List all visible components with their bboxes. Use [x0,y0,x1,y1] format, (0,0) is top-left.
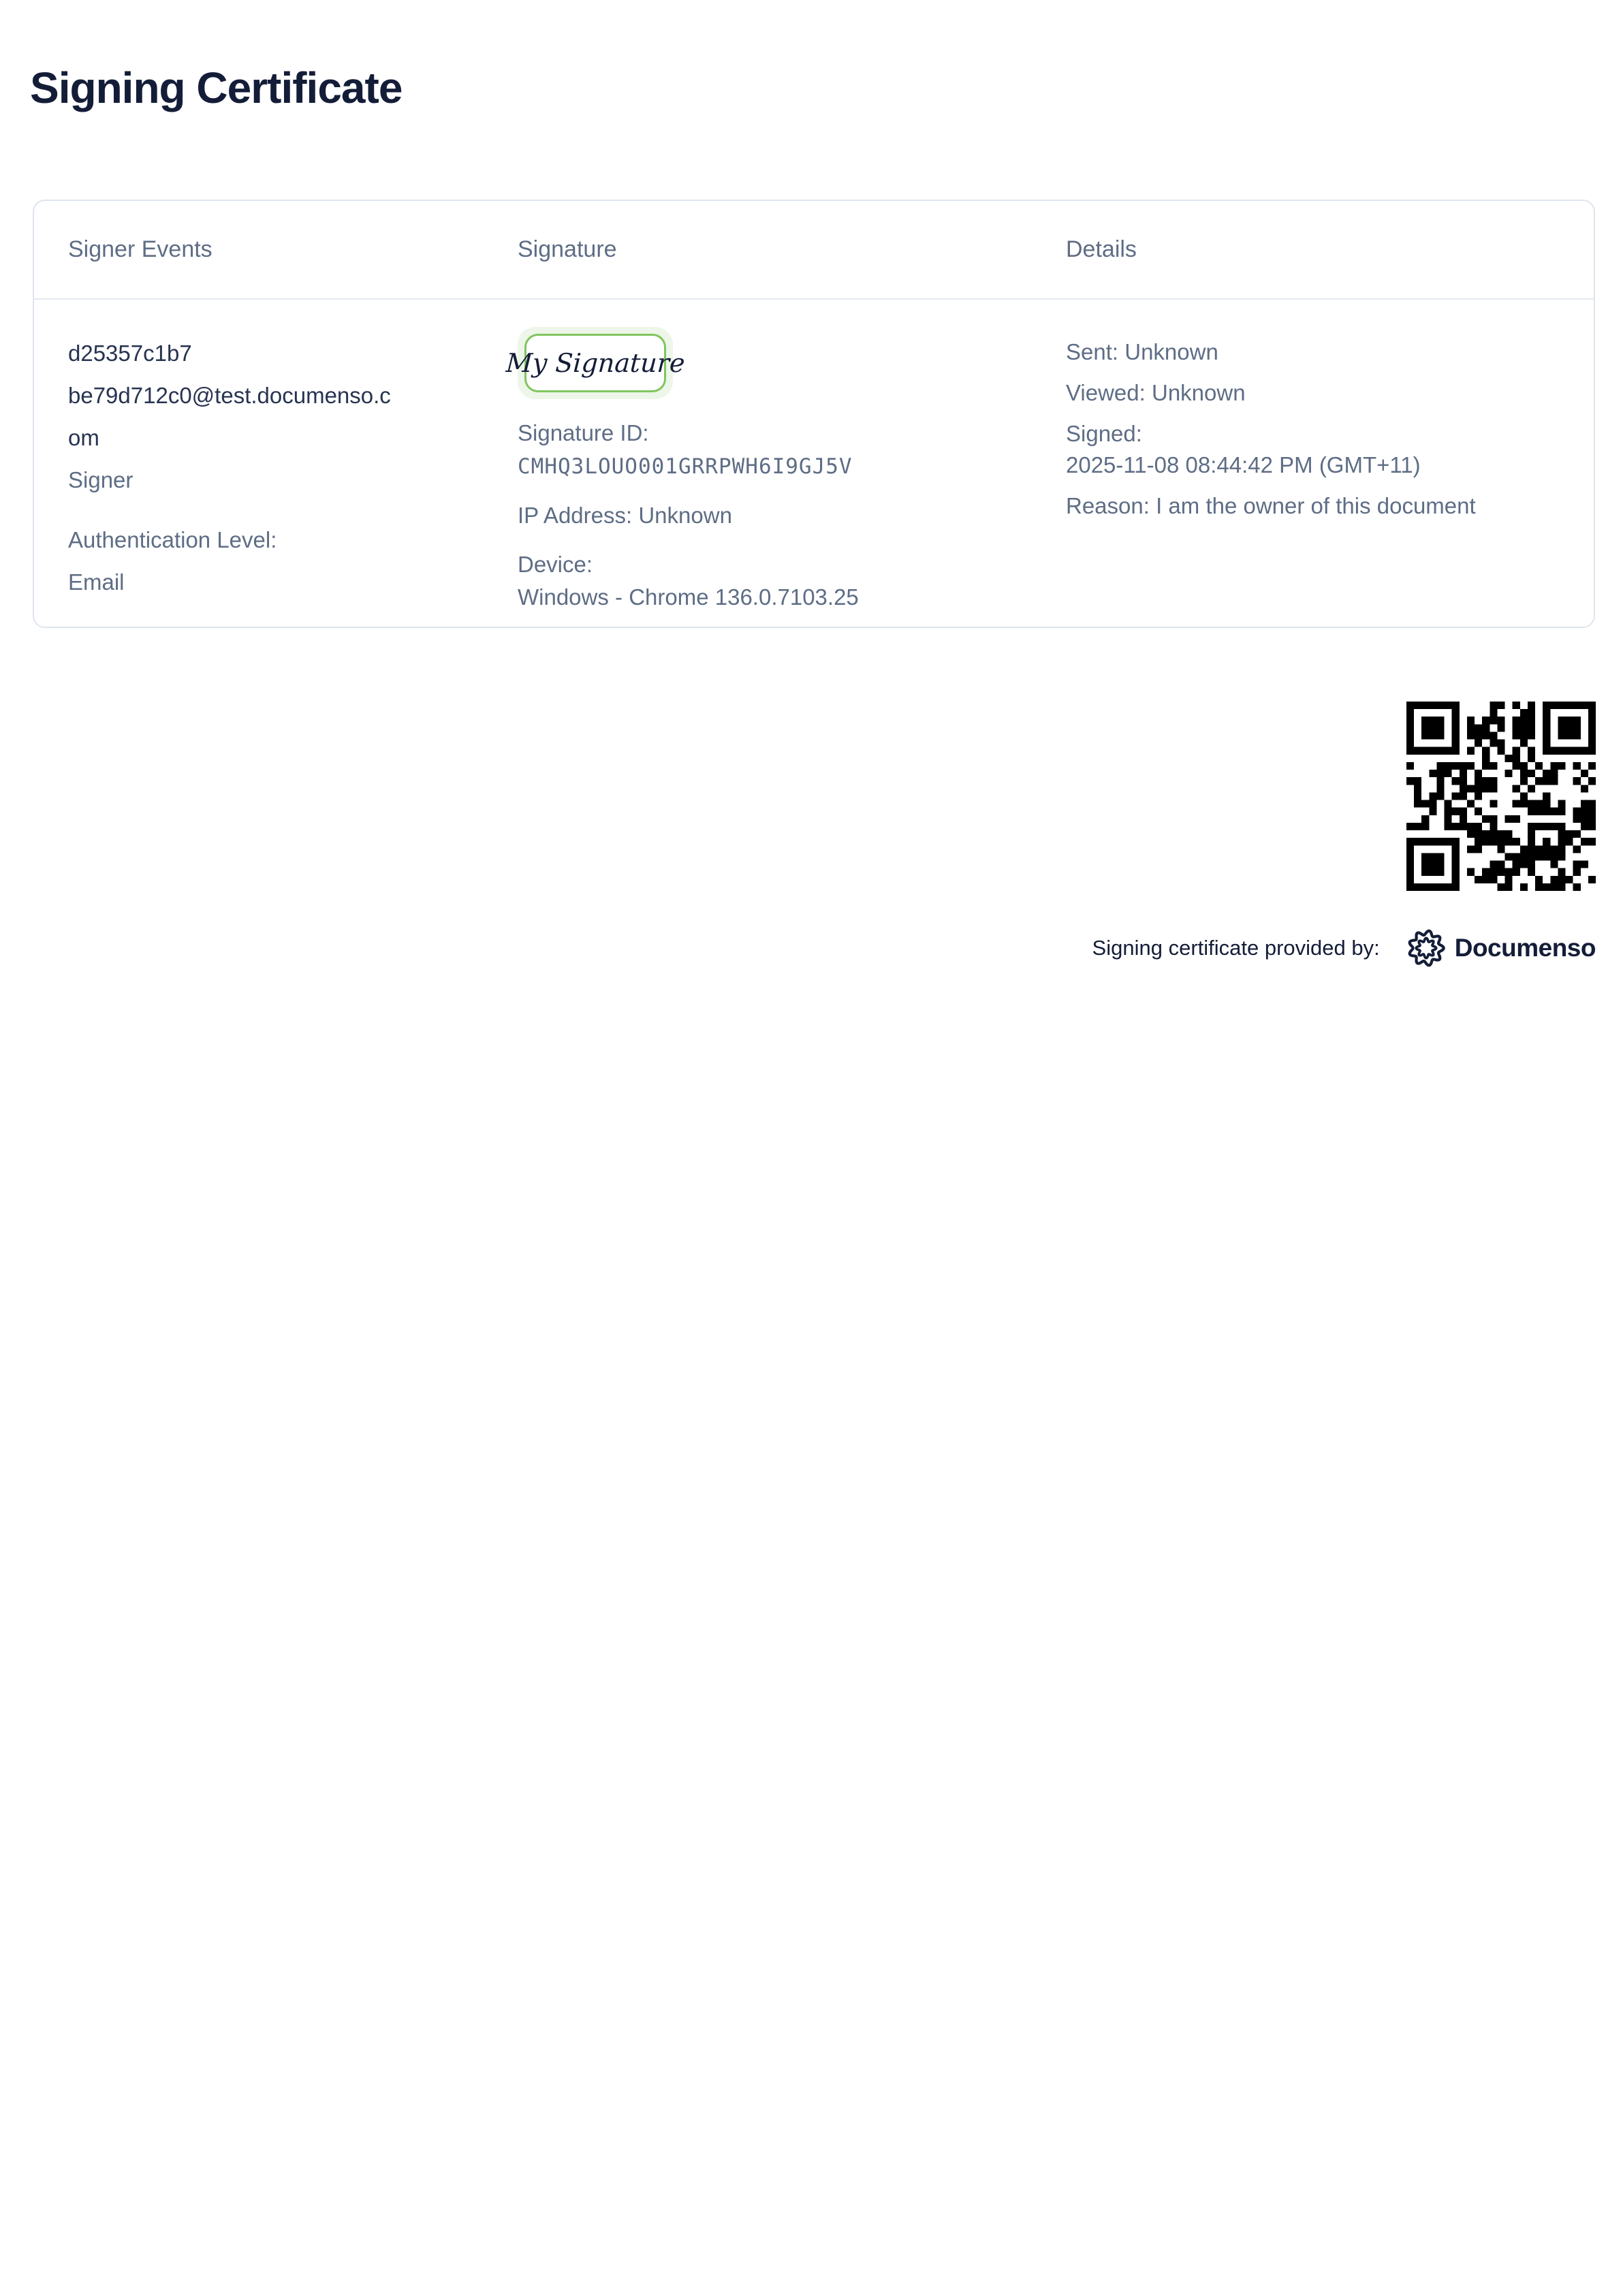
page-title: Signing Certificate [30,63,403,112]
certificate-card [33,200,1595,628]
signature-box [505,334,686,392]
device-label: Device: [518,552,593,577]
device-value: Windows - Chrome 136.0.7103.25 [518,584,859,610]
signature-badge [505,327,686,399]
provided-by-text: Signing certificate provided by: [1092,936,1380,960]
column-header-details: Details [1066,236,1137,262]
ip-address-value: Unknown [638,503,732,528]
reason-value: I am the owner of this document [1156,493,1476,518]
signed-line [1066,418,1553,481]
sent-line [1066,336,1553,368]
signer-role: Signer [68,467,133,492]
reason-line [1066,490,1553,522]
signature-id-value: CMHQ3LOUO001GRRPWH6I9GJ5V [518,454,853,479]
viewed-label: Viewed: [1066,380,1146,405]
signer-id: d25357c1b7 [68,341,192,366]
column-header-signer-events: Signer Events [68,236,212,262]
signature-id-label: Signature ID: [518,420,649,445]
table-row [34,300,1594,614]
signature-script-text: My Signature [505,348,686,378]
signer-email: be79d712c0@test.documenso.com [68,383,391,450]
signed-label: Signed: [1066,421,1142,446]
details-cell [1066,327,1594,614]
ip-address-label: IP Address: [518,503,633,528]
documenso-logo-icon [1406,928,1447,969]
signed-value: 2025-11-08 08:44:42 PM (GMT+11) [1066,452,1421,477]
signer-events-cell [68,327,518,614]
sent-value: Unknown [1124,339,1218,364]
brand-name: Documenso [1454,934,1596,962]
column-header-signature: Signature [518,236,617,262]
signature-cell [505,327,1066,614]
table-header-row [34,201,1594,300]
qr-code [1406,702,1596,891]
footer [33,928,1596,969]
reason-label: Reason: [1066,493,1150,518]
sent-label: Sent: [1066,339,1119,364]
auth-level-label: Authentication Level: [68,527,277,552]
viewed-line [1066,377,1553,409]
auth-level-value: Email [68,569,125,595]
viewed-value: Unknown [1151,380,1246,405]
